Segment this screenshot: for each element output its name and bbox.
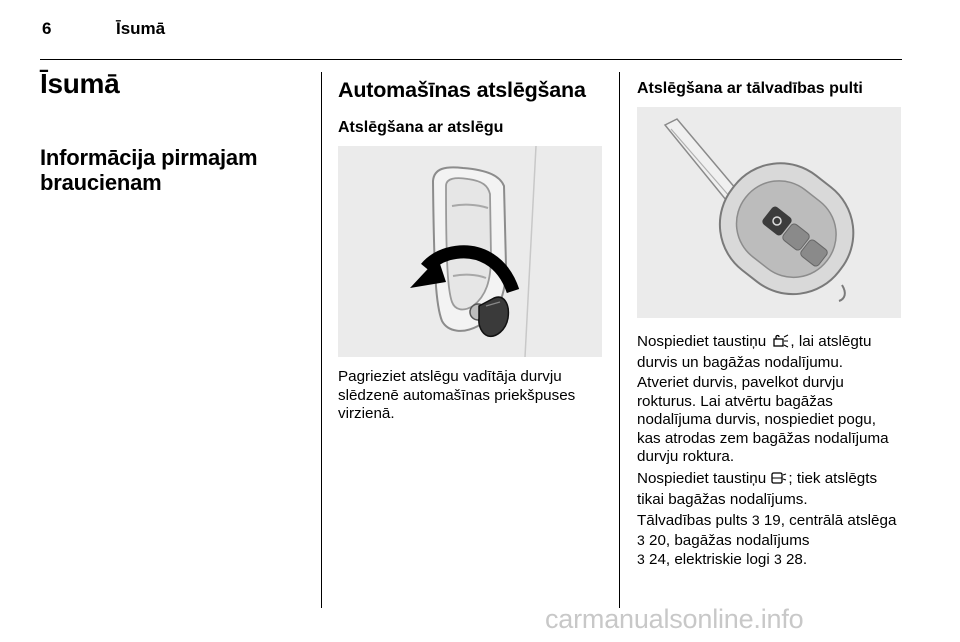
- running-header: Īsumā: [116, 19, 166, 38]
- section-heading: Atslēgšana ar tālvadības pulti: [637, 80, 863, 97]
- page-reference-symbol: 3: [637, 531, 645, 548]
- remote-key-illustration: [637, 107, 901, 318]
- column-separator: [321, 72, 322, 608]
- paragraph: Atveriet durvis, pavelkot durvju rokturus. Lai atvērtu bagāžas nodalījuma durvis, nospiediet pogu, kas atrodas zem bagāžas nodalījuma durvju roktura.: [637, 374, 889, 465]
- subsection-heading: Atslēgšana ar atslēgu: [338, 119, 504, 136]
- figure-caption: Pagrieziet atslēgu vadītāja durvju slēdzenē automašīnas priekšpuses virzienā.: [338, 368, 576, 422]
- paragraph-text: Nospiediet taustiņu: [637, 333, 771, 350]
- page-reference-symbol: 3: [773, 551, 782, 567]
- paragraph-text: 28.: [781, 551, 808, 568]
- tailgate-button-icon: [770, 471, 788, 491]
- paragraph-text: 24, elektriskie logi: [644, 551, 774, 568]
- paragraph: [637, 470, 903, 509]
- door-lock-illustration: [338, 146, 602, 357]
- paragraph-text: , lai atslēgtu durvis un bagāžas nodalījumu.: [637, 333, 872, 371]
- column-separator: [619, 72, 620, 608]
- paragraph-text: ; tiek atslēgts tikai bagāžas nodalījums.: [637, 470, 878, 508]
- section-title: Informācija pirmajam braucienam: [40, 145, 258, 195]
- chapter-title: Īsumā: [40, 68, 120, 99]
- watermark: carmanualsonline.info: [545, 604, 804, 634]
- paragraph-text: Nospiediet taustiņu: [637, 470, 771, 487]
- paragraph-text: 19, centrālā atslēga: [759, 512, 897, 529]
- page-number: 6: [42, 19, 52, 38]
- cross-reference-paragraph: [637, 511, 903, 570]
- header-rule: [40, 59, 902, 60]
- page-reference-symbol: 3: [637, 551, 645, 567]
- paragraph: [637, 333, 903, 372]
- paragraph-text: 20, bagāžas nodalījums: [644, 531, 810, 549]
- section-heading: Automašīnas atslēgšana: [338, 78, 586, 102]
- unlock-button-icon: [770, 334, 790, 354]
- page-reference-symbol: 3: [751, 512, 760, 528]
- paragraph-text: Tālvadības pults: [637, 512, 752, 529]
